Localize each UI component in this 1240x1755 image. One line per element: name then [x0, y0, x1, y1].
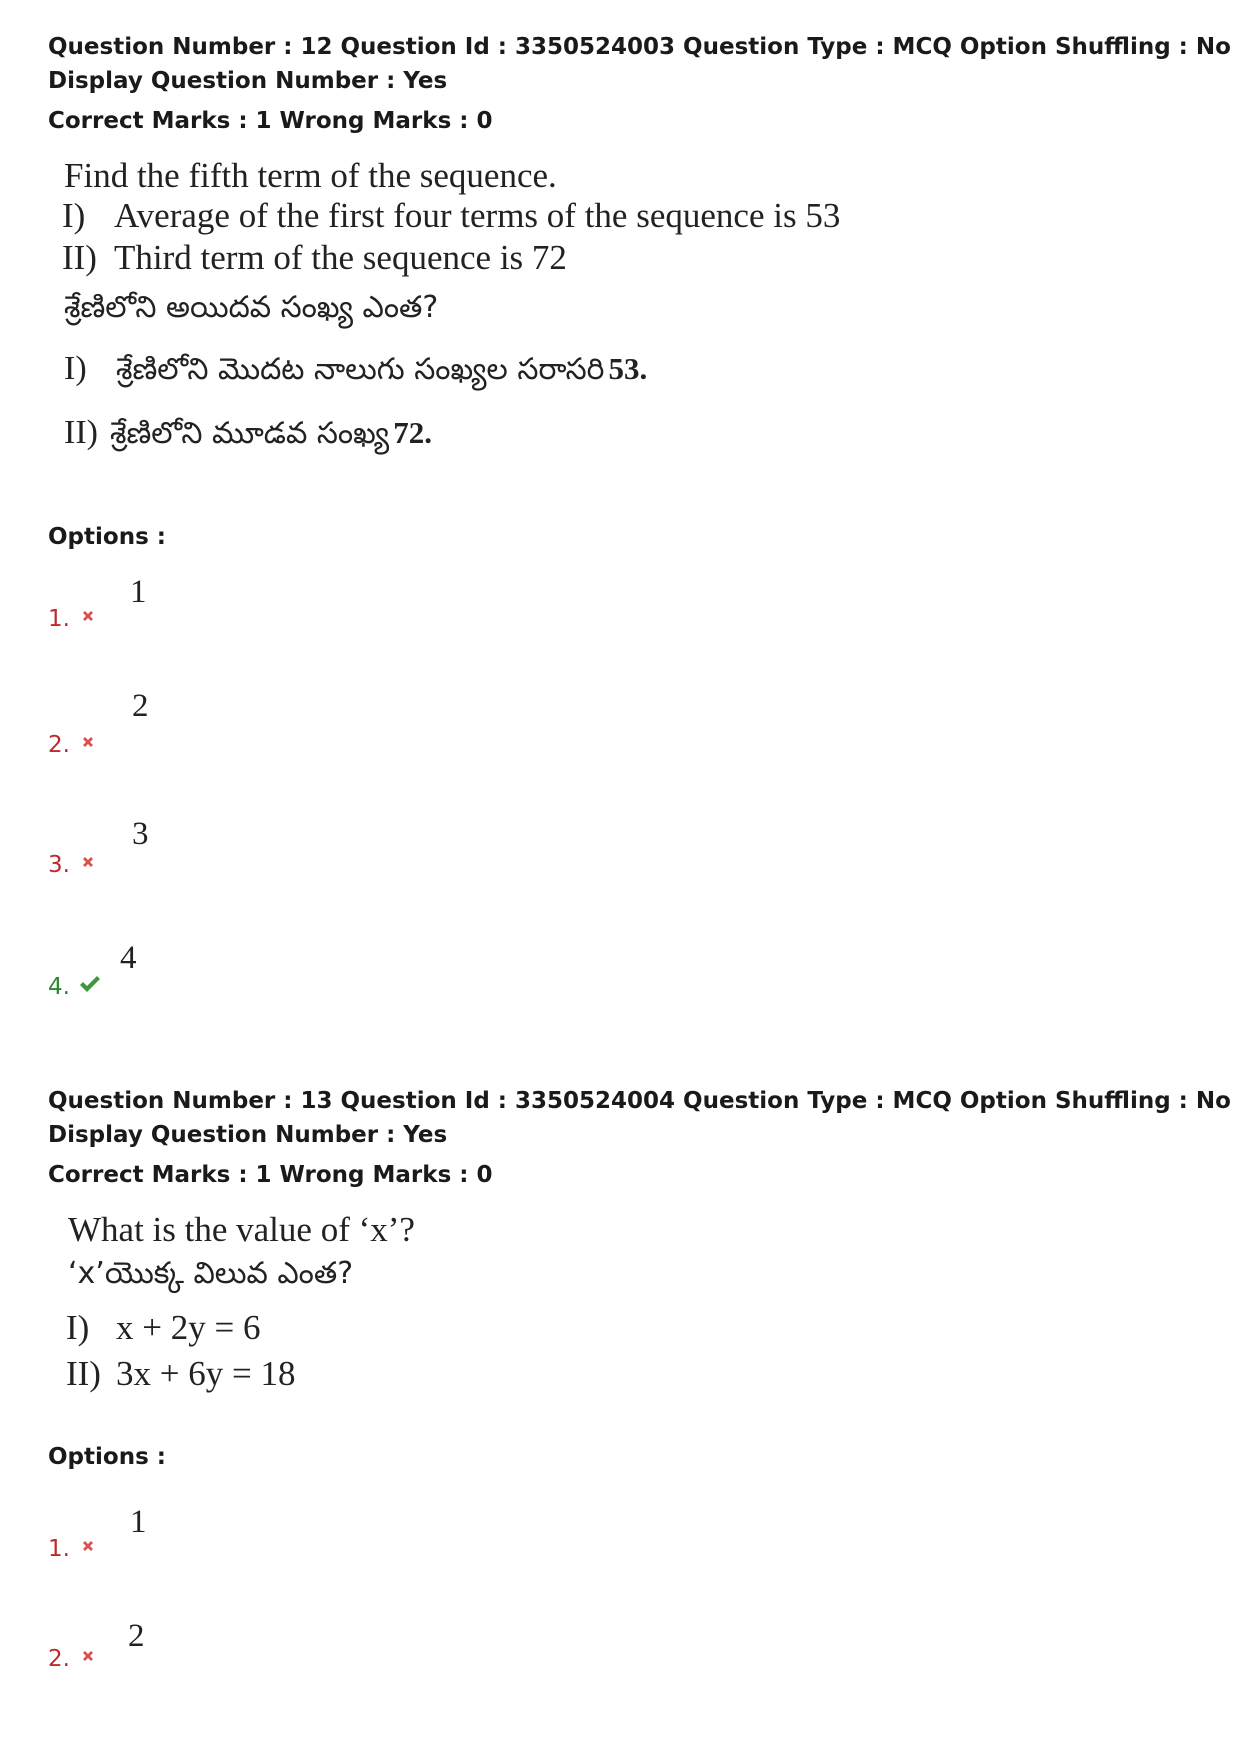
question-meta-line-1: Question Number : 12 Question Id : 3350524003 Question Type : MCQ Option Shuffling : No — [48, 34, 1231, 60]
question-stem-te — [68, 1256, 353, 1298]
cross-mark-icon — [80, 608, 96, 628]
statement-1-text: x + 2y = 6 — [116, 1308, 261, 1347]
cross-mark-icon — [80, 1648, 96, 1668]
question-stem-te-text: ‘x’యొక్క విలువ ఎంత? — [68, 1256, 354, 1291]
option-value: 1 — [130, 1504, 147, 1540]
question-stem-te: శ్రేణిలోని అయిదవ సంఖ్య ఎంత? — [64, 290, 439, 325]
option-value: 2 — [128, 1618, 145, 1654]
statement-1-label: I) — [62, 196, 86, 235]
statement-1 — [66, 1308, 260, 1348]
statement-1-te-text: శ్రేణిలోని మొదట నాలుగు సంఖ్యల సరాసరి — [116, 352, 605, 387]
statement-1-te — [64, 350, 647, 394]
question-meta-line-2: Display Question Number : Yes — [48, 1122, 448, 1148]
statement-2-label: II) — [66, 1354, 101, 1393]
statement-2-te — [64, 414, 432, 458]
statement-2-label: II) — [62, 238, 97, 277]
statement-2-te-number: 72. — [393, 415, 432, 450]
question-meta-line-2: Display Question Number : Yes — [48, 68, 448, 94]
statement-2 — [66, 1354, 295, 1394]
statement-1-text: Average of the first four terms of the sequence is 53 — [114, 196, 841, 235]
option-number: 2. — [48, 1646, 70, 1672]
option-number: 2. — [48, 732, 70, 758]
option-value: 2 — [132, 688, 149, 724]
option-number: 4. — [48, 974, 70, 1000]
cross-mark-icon — [80, 734, 96, 754]
statement-2-te-text: శ్రేణిలోని మూడవ సంఖ్య — [110, 416, 390, 451]
question-meta-line-3: Correct Marks : 1 Wrong Marks : 0 — [48, 108, 493, 134]
option-value: 4 — [120, 940, 137, 976]
question-stem-en: What is the value of ‘x’? — [68, 1210, 415, 1249]
question-meta-line-1: Question Number : 13 Question Id : 3350524004 Question Type : MCQ Option Shuffling : No — [48, 1088, 1231, 1114]
statement-1-en — [62, 196, 840, 236]
statement-2-te-label: II) — [64, 414, 98, 451]
option-value: 1 — [130, 574, 147, 610]
check-mark-icon — [78, 974, 102, 998]
question-stem-en: Find the fifth term of the sequence. — [64, 156, 557, 195]
statement-2-text: 3x + 6y = 18 — [116, 1354, 296, 1393]
options-heading: Options : — [48, 1444, 166, 1470]
cross-mark-icon — [80, 1538, 96, 1558]
statement-2-text: Third term of the sequence is 72 — [114, 238, 567, 277]
option-number: 1. — [48, 1536, 70, 1562]
option-number: 1. — [48, 606, 70, 632]
statement-1-te-label: I) — [64, 350, 87, 387]
option-value: 3 — [132, 816, 149, 852]
options-heading: Options : — [48, 524, 166, 550]
cross-mark-icon — [80, 854, 96, 874]
question-meta-line-3: Correct Marks : 1 Wrong Marks : 0 — [48, 1162, 493, 1188]
statement-2-en — [62, 238, 567, 278]
statement-1-label: I) — [66, 1308, 90, 1347]
statement-1-te-number: 53. — [608, 351, 648, 386]
option-number: 3. — [48, 852, 70, 878]
